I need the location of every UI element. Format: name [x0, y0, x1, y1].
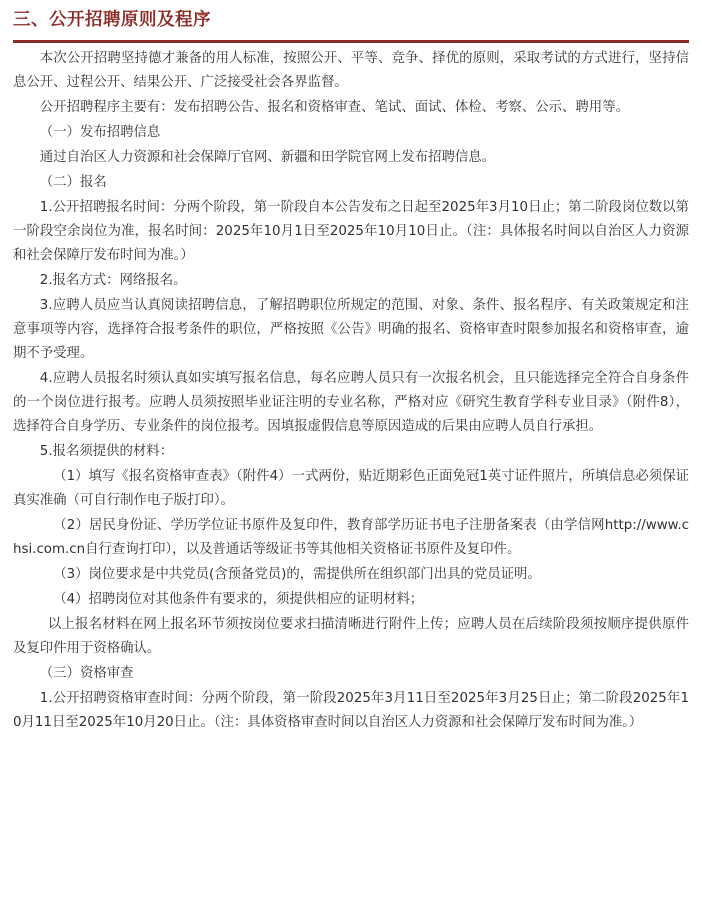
paragraph-material-2: （2）居民身份证、学历学位证书原件及复印件，教育部学历证书电子注册备案表（由学信网http://www.chsi.com.cn自行查询打印），以及普通话等级证书等其他相关资格证书原件及复印件。: [13, 518, 689, 557]
subheading-qualification-review: （三）资格审查: [39, 666, 134, 681]
paragraph-materials-heading: 5.报名须提供的材料：: [39, 444, 174, 459]
section-title: 三、公开招聘原则及程序: [13, 10, 211, 30]
section-divider: [13, 40, 689, 43]
paragraph-material-3: （3）岗位要求是中共党员(含预备党员)的，需提供所在组织部门出具的党员证明。: [53, 567, 541, 582]
article-body: [13, 47, 689, 736]
subheading-publish-info: （一）发布招聘信息: [39, 125, 161, 140]
paragraph-principles: 本次公开招聘坚持德才兼备的用人标准，按照公开、平等、竞争、择优的原则，采取考试的方式进行，坚持信息公开、过程公开、结果公开、广泛接受社会各界监督。: [13, 51, 689, 90]
paragraph-material-4: （4）招聘岗位对其他条件有要求的，须提供相应的证明材料；: [53, 592, 424, 607]
paragraph-material-1: （1）填写《报名资格审查表》（附件4）一式两份，贴近期彩色正面免冠1英寸证件照片，所填信息必须保证真实准确（可自行制作电子版打印）。: [13, 469, 689, 508]
paragraph-procedure: 公开招聘程序主要有：发布招聘公告、报名和资格审查、笔试、面试、体检、考察、公示、聘用等。: [39, 100, 629, 115]
paragraph-registration-time: 1.公开招聘报名时间：分两个阶段，第一阶段自本公告发布之日起至2025年3月10日止；第二阶段岗位数以第一阶段空余岗位为准，报名时间：2025年10月1日至2025年10月10日止。（注：具体报名时间以自治区人力资源和社会保障厅发布时间为准。）: [13, 200, 689, 263]
section-header: [13, 6, 689, 36]
paragraph-fill-info: 4.应聘人员报名时须认真如实填写报名信息，每名应聘人员只有一次报名机会，且只能选择完全符合自身条件的一个岗位进行报考。应聘人员须按照毕业证注明的专业名称，严格对应《研究生教育学科专业目录》（附件8），选择符合自身学历、专业条件的岗位报考。因填报虚假信息等原因造成的后果由应聘人员自行承担。: [13, 371, 689, 434]
paragraph-review-time: 1.公开招聘资格审查时间：分两个阶段，第一阶段2025年3月11日至2025年3月25日止；第二阶段2025年10月11日至2025年10月20日止。（注：具体资格审查时间以自治区人力资源和社会保障厅发布时间为准。）: [13, 691, 689, 730]
paragraph-upload-note: 以上报名材料在网上报名环节须按岗位要求扫描清晰进行附件上传；应聘人员在后续阶段须按顺序提供原件及复印件用于资格确认。: [13, 617, 689, 656]
paragraph-registration-method: 2.报名方式：网络报名。: [39, 273, 187, 288]
paragraph-read-info: 3.应聘人员应当认真阅读招聘信息，了解招聘职位所规定的范围、对象、条件、报名程序、有关政策规定和注意事项等内容，选择符合报考条件的职位，严格按照《公告》明确的报名、资格审查时限参加报名和资格审查，逾期不予受理。: [13, 298, 689, 361]
subheading-registration: （二）报名: [39, 175, 107, 190]
paragraph-publish-channels: 通过自治区人力资源和社会保障厅官网、新疆和田学院官网上发布招聘信息。: [39, 150, 496, 165]
